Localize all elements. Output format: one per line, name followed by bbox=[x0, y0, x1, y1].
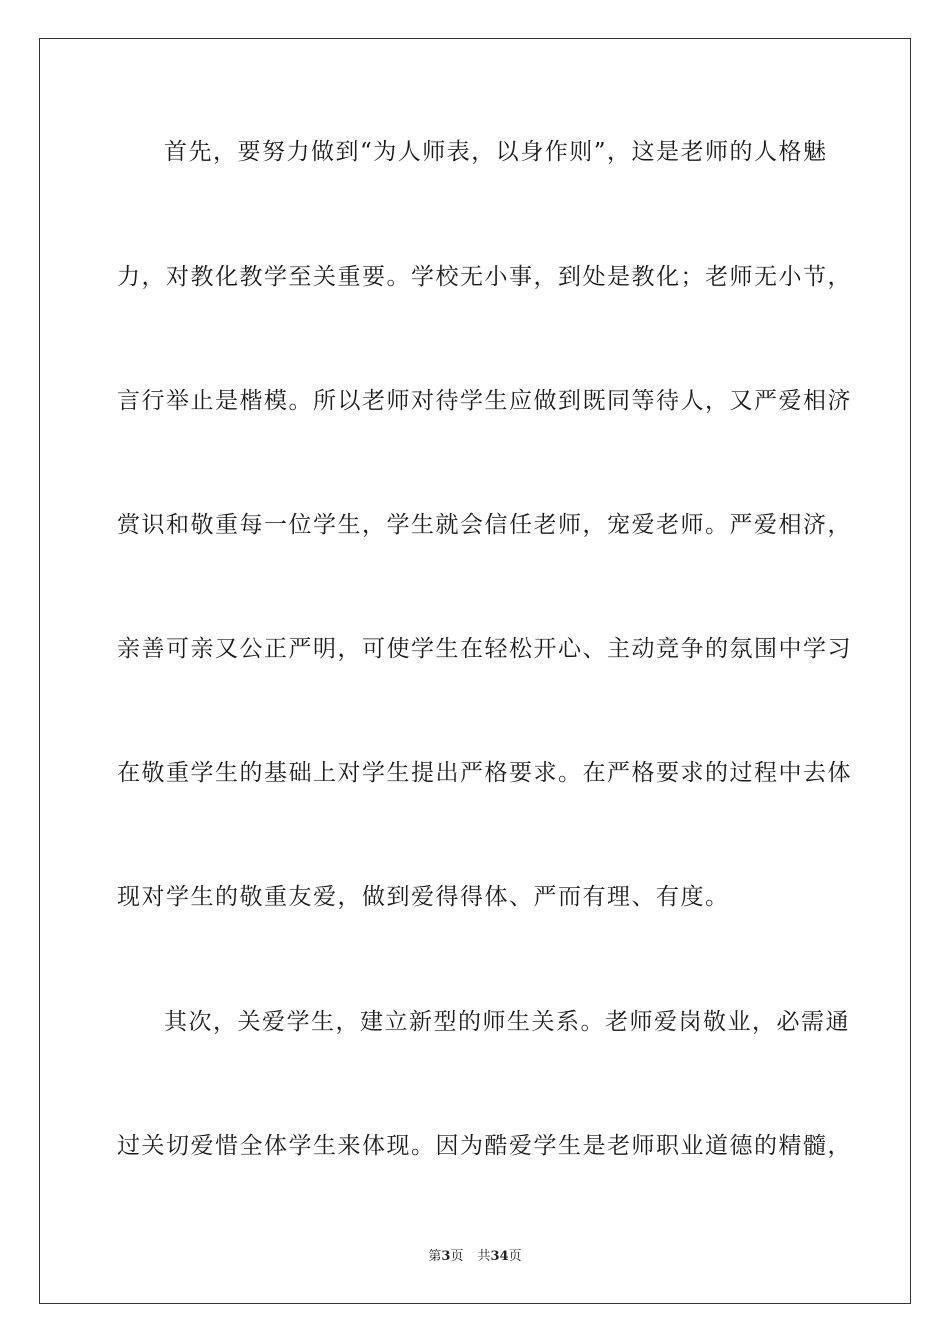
paragraph-1-line-5: 亲善可亲又公正严明，可使学生在轻松开心、主动竞争的氛围中学习 bbox=[117, 636, 852, 662]
paragraph-2-line-2: 过关切爱惜全体学生来体现。因为酷爱学生是老师职业道德的精髓， bbox=[117, 1133, 852, 1159]
paragraph-1-line-1: 首先，要努力做到“为人师表，以身作则”，这是老师的人格魅 bbox=[164, 139, 828, 165]
paragraph-1-line-6: 在敬重学生的基础上对学生提出严格要求。在严格要求的过程中去体 bbox=[117, 760, 852, 786]
paragraph-1-line-4: 赏识和敬重每一位学生，学生就会信任老师，宠爱老师。严爱相济， bbox=[117, 512, 852, 538]
total-label-suffix: 页 bbox=[508, 1249, 522, 1264]
page-label-suffix: 页 bbox=[450, 1249, 464, 1264]
paragraph-1-line-2: 力，对教化教学至关重要。学校无小事，到处是教化；老师无小节， bbox=[117, 264, 852, 290]
page-frame bbox=[39, 38, 911, 1304]
paragraph-2-line-1: 其次，关爱学生，建立新型的师生关系。老师爱岗敬业，必需通 bbox=[164, 1009, 850, 1035]
page-footer bbox=[0, 1248, 950, 1266]
paragraph-1-line-7: 现对学生的敬重友爱，做到爱得得体、严而有理、有度。 bbox=[117, 884, 730, 910]
total-pages: 34 bbox=[490, 1249, 509, 1264]
page-label-prefix: 第 bbox=[428, 1249, 442, 1264]
total-label-prefix: 共 bbox=[477, 1249, 491, 1264]
page-number: 3 bbox=[441, 1249, 451, 1264]
paragraph-1-line-3: 言行举止是楷模。所以老师对待学生应做到既同等待人，又严爱相济 bbox=[117, 388, 852, 414]
